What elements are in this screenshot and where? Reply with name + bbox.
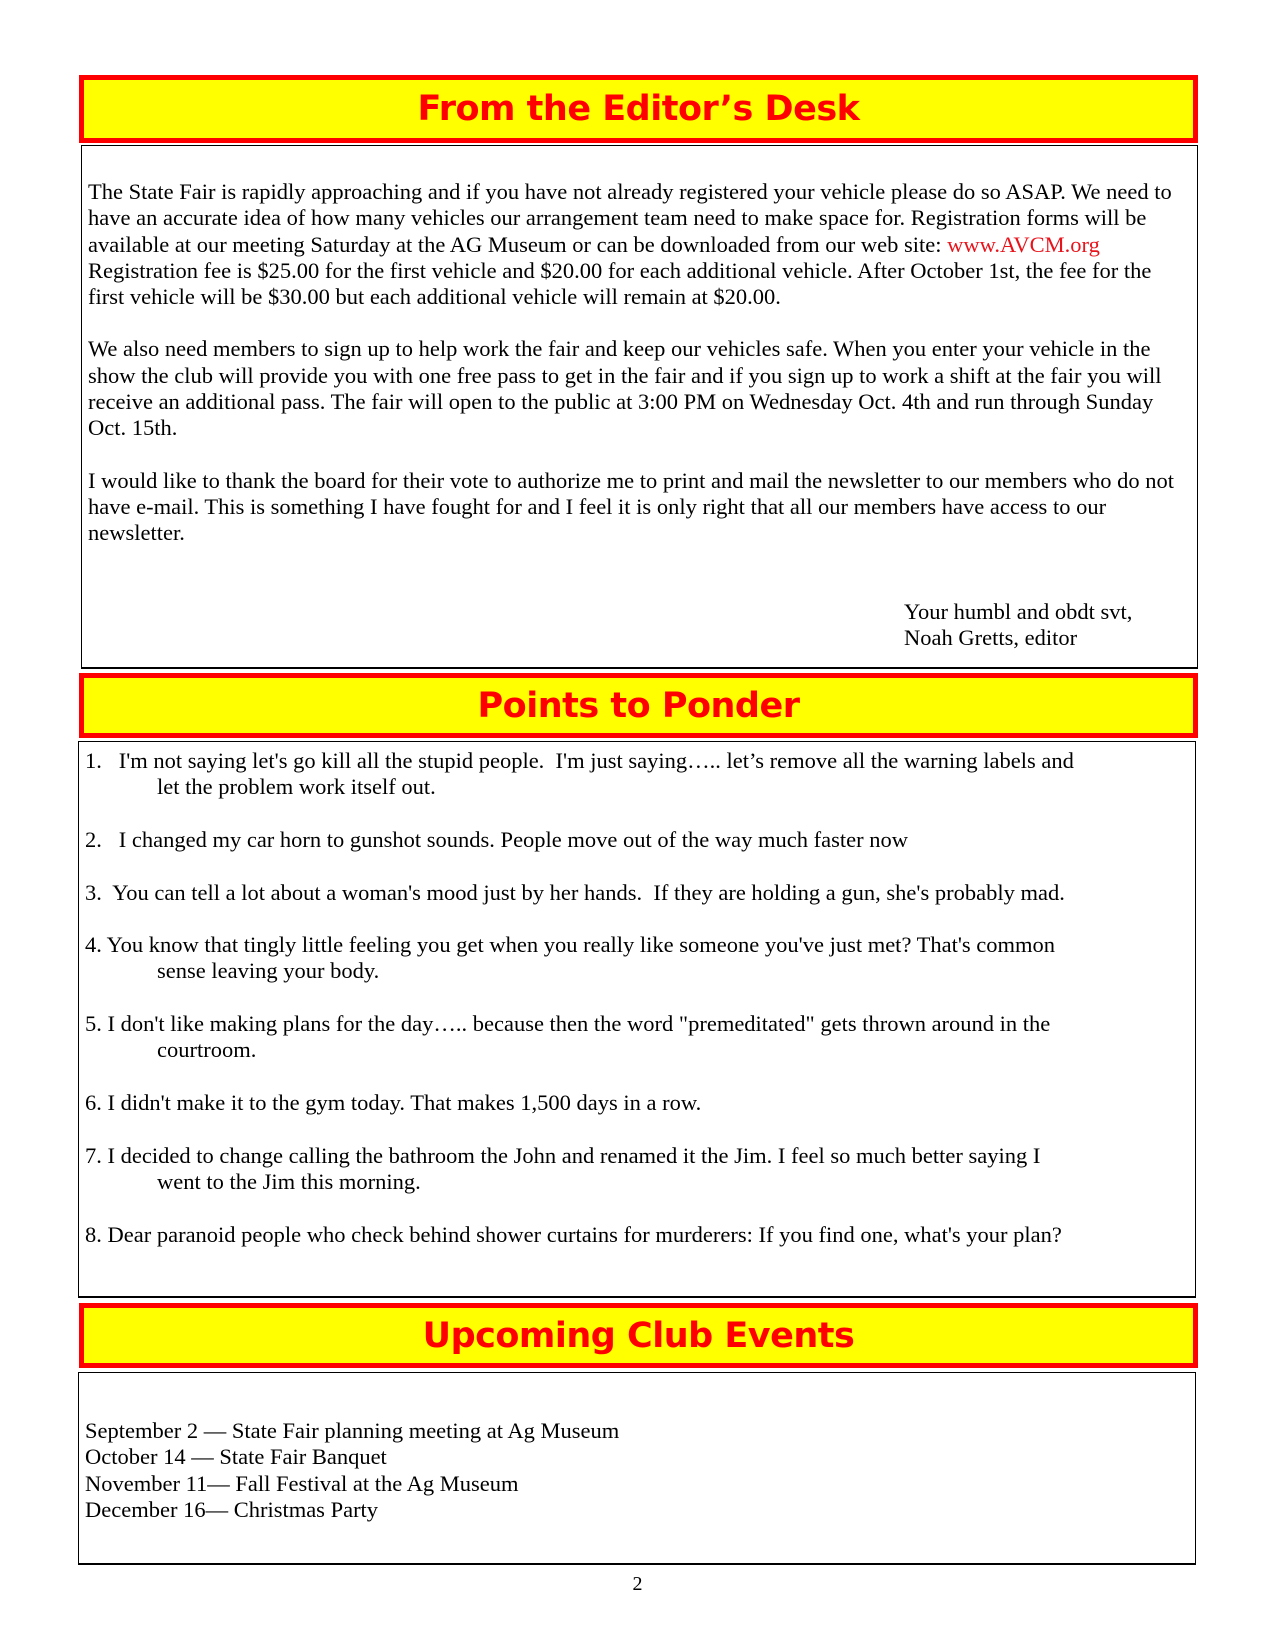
editor-paragraph-3: I would like to thank the board for their vote to authorize me to print and mail the newsletter to our members who do not have e-mail. This is something I have fought for and I feel it is only right that all our members have access to our newsletter.	[88, 467, 1174, 546]
editor-paragraph-1: The State Fair is rapidly approaching and if you have not already registered your vehicle please do so ASAP. We need to have an accurate idea of how many vehicles our arrangement team need to make space for. Registration forms will be available at our meeting Saturday at the AG Museum or can be downloaded from our web site: www.AVCM.org Registration fee is $25.00 for the first vehicle and $20.00 for each additional vehicle. After October 1st, the fee for the first vehicle will be $30.00 but each additional vehicle will remain at $20.00.	[88, 179, 1172, 310]
ponder-section-box	[78, 741, 1196, 1298]
events-list	[85, 1418, 619, 1523]
ponder-item-2: 2. I changed my car horn to gunshot sounds. People move out of the way much faster now	[85, 827, 908, 852]
editor-section-banner	[79, 75, 1198, 143]
event-item: October 14 — State Fair Banquet	[85, 1444, 387, 1470]
page-number: 2	[632, 1573, 643, 1595]
events-section-title: Upcoming Club Events	[422, 1315, 855, 1356]
ponder-item-7: 7. I decided to change calling the bathroom the John and renamed it the Jim. I feel so much better saying I went to the Jim this morning.	[85, 1143, 1041, 1195]
website-link[interactable]: www.AVCM.org	[947, 231, 1100, 257]
editor-section-title: From the Editor’s Desk	[417, 89, 860, 129]
ponder-section-banner	[79, 673, 1198, 738]
ponder-item-8: 8. Dear paranoid people who check behind shower curtains for murderers: If you find one, what's your plan?	[85, 1222, 1062, 1247]
signature-name: Noah Gretts, editor	[904, 625, 1078, 651]
event-item: September 2 — State Fair planning meeting at Ag Museum	[85, 1418, 620, 1443]
events-section-banner	[79, 1303, 1198, 1368]
events-section-box	[78, 1372, 1196, 1565]
ponder-item-6: 6. I didn't make it to the gym today. That makes 1,500 days in a row.	[85, 1090, 702, 1115]
ponder-item-1: 1. I'm not saying let's go kill all the stupid people. I'm just saying….. let’s remove all the warning labels and let the problem work itself out.	[85, 748, 1074, 800]
ponder-item-3: 3. You can tell a lot about a woman's mood just by her hands. If they are holding a gun, she's probably mad.	[85, 880, 1065, 905]
editor-section-box	[81, 145, 1198, 669]
ponder-item-5: 5. I don't like making plans for the day….. because then the word "premeditated" gets thrown around in the courtroom.	[85, 1011, 1051, 1063]
ponder-section-title: Points to Ponder	[477, 685, 800, 726]
signature-closing: Your humbl and obdt svt,	[904, 599, 1133, 624]
ponder-item-4: 4. You know that tingly little feeling you get when you really like someone you've just met? That's common sense leaving your body.	[85, 932, 1056, 984]
editor-paragraph-2: We also need members to sign up to help work the fair and keep our vehicles safe. When you enter your vehicle in the show the club will provide you with one free pass to get in the fair and if you sign up to work a shift at the fair you will receive an additional pass. The fair will open to the public at 3:00 PM on Wednesday Oct. 4th and run through Sunday Oct. 15th.	[88, 336, 1162, 441]
event-item: November 11— Fall Festival at the Ag Museum	[85, 1470, 519, 1496]
event-item: December 16— Christmas Party	[85, 1496, 379, 1522]
editor-signature	[904, 599, 1132, 652]
